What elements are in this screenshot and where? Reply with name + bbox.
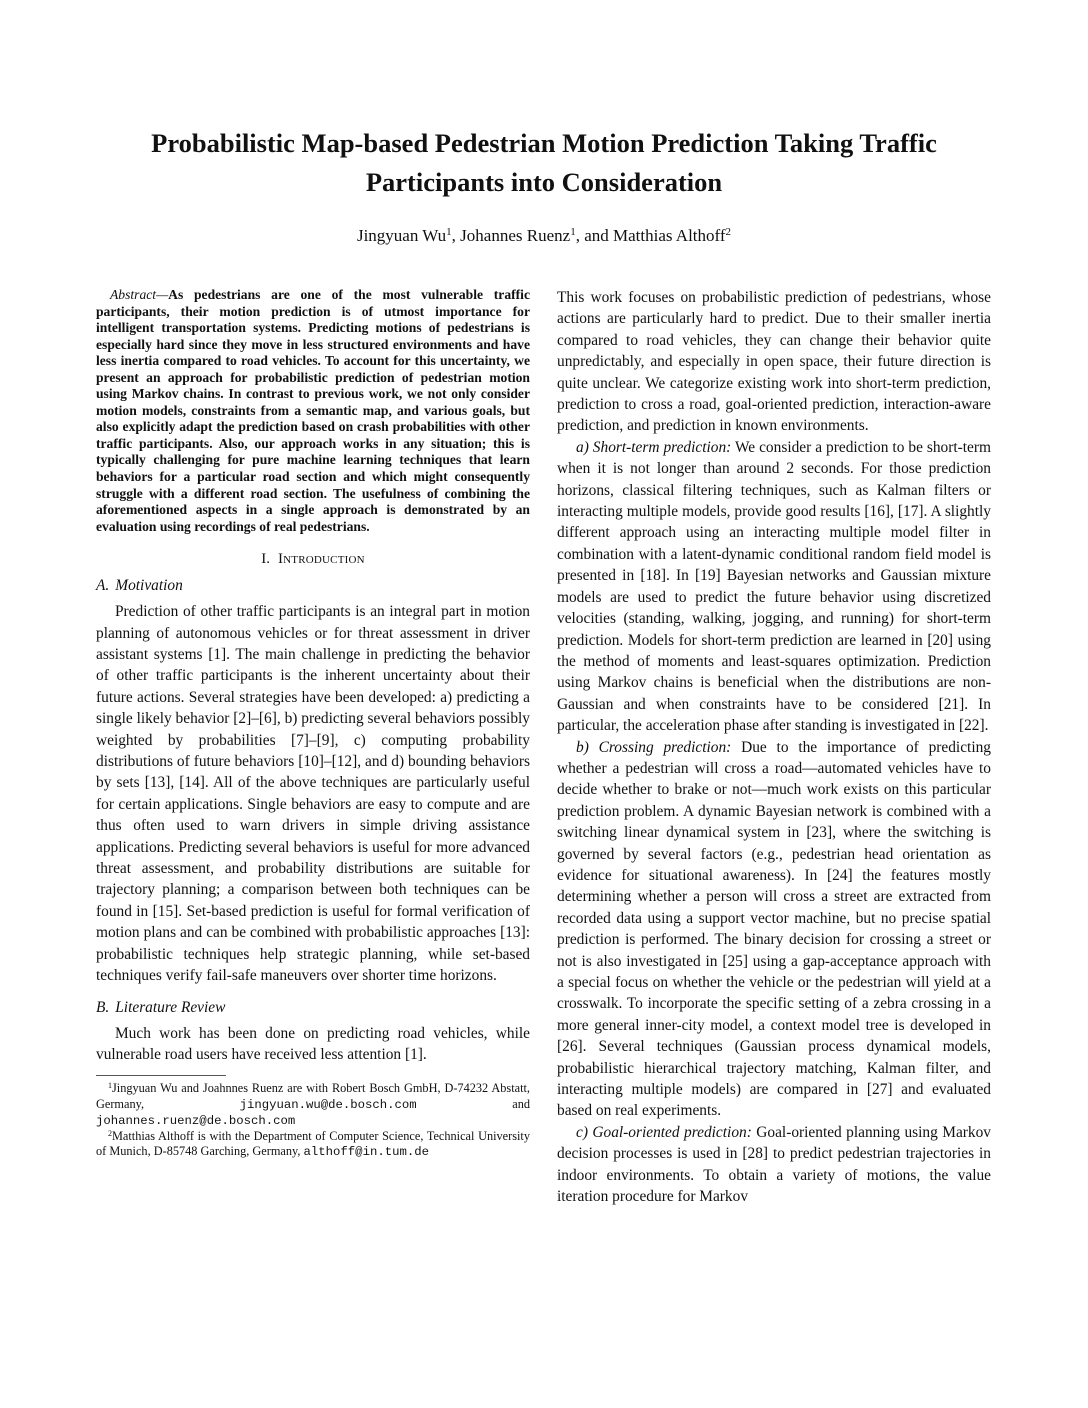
paper-title: Probabilistic Map-based Pedestrian Motion Prediction Taking Traffic Participants into Consideration [151, 128, 937, 197]
abstract-dash: — [156, 287, 169, 302]
footnote-1 [96, 1081, 530, 1129]
section-heading-introduction [96, 549, 530, 570]
email-address: jingyuan.wu@de.bosch.com [239, 1097, 417, 1112]
subsection-title: Motivation [115, 577, 183, 595]
right-column [557, 287, 991, 1207]
author-list [90, 224, 998, 248]
paragraph-text: Goal-oriented planning using Markov decision processes is used in [28] to predict pedestrian trajectories in indoor environments. To obtain a variety of motions, the value iteration procedure for Markov [557, 1123, 991, 1206]
author-separator: , [451, 226, 461, 245]
subsection-letter: A. [96, 577, 110, 595]
section-title: Introduction [277, 551, 365, 568]
author-name: Johannes Ruenz [460, 226, 571, 245]
paragraph-text: Due to the importance of predicting whether a pedestrian will cross a road—automated vehicles have to decide whether to brake or not—much work exists on this particular prediction problem. A dynamic Bayesian network is combined with a switching linear dynamical system in [23], where the switching is governed by several factors (e.g., pedestrian head orientation as evidence for situational awareness). In [24] the features mostly determining whether a person will cross a street are extracted from recorded data using a support vector machine, but no precise spatial prediction is performed. The binary decision for crossing a street or not is also investigated in [25] using a gap-acceptance approach with a special focus on whether the vehicle or the pedestrian will yield at a crosswalk. To incorporate the specific setting of a zebra crossing in a more general inner-city model, a context model tree is developed in [26]. Several techniques (Gaussian process dynamical models, probabilistic hierarchical trajectory matching, Kalman filter, and interacting multiple models) are compared in [27] and evaluated based on real experiments. [557, 738, 991, 1120]
affiliation-marker: 1 [570, 226, 576, 238]
literature-review-paragraph-continued: This work focuses on probabilistic prediction of pedestrians, whose actions are particularly hard to predict. Due to their smaller inertia compared to road vehicles, they can change their behavior quite unpredictably, and especially in open space, their future direction is quite unclear. We categorize existing work into short-term prediction, prediction to cross a road, goal-oriented prediction, interaction-aware prediction, and prediction in known environments. [557, 289, 991, 435]
goal-oriented-prediction-paragraph [557, 1122, 991, 1208]
author-name: Jingyuan Wu [356, 226, 447, 245]
email-address: johannes.ruenz@de.bosch.com [96, 1113, 296, 1128]
motivation-paragraph: Prediction of other traffic participants is an integral part in motion planning of autonomous vehicles or for threat assessment in driver assistant systems [1]. The main challenge in predicting the behavior of other traffic participants is the inherent uncertainty about their future actions. Several strategies have been developed: a) predicting a single likely behavior [2]–[6], b) predicting several behaviors possibly weighted by probabilities [7]–[9], c) computing probability distributions of future behaviors [10]–[12], and d) bounding behaviors by sets [13], [14]. All of the above techniques are particularly useful for certain applications. Single behaviors are easy to compute and are thus often used to warn drivers in simple driving assistance applications. Predicting several behaviors is useful for more advanced threat assessment, and probability distributions are suitable for trajectory planning; a comparison between both techniques can be found in [15]. Set-based prediction is useful for formal verification of motion plans and can be combined with probabilistic approaches [13]: probabilistic techniques help strategic planning, while set-based techniques verify fail-safe maneuvers over shorter time horizons. [96, 603, 530, 985]
paragraph-text: We consider a prediction to be short-term when it is not longer than around 2 seconds. For those prediction horizons, classical filtering techniques, such as Kalman filters or interacting multiple models, provide good results [16], [17]. A slightly different approach using an interacting multiple model filter in combination with a latent-dynamic conditional random field model is presented in [18]. In [19] Bayesian networks and Gaussian mixture models are used to predict the future behavior using discretized velocities (standing, walking, jogging, and running) for short-term prediction. Models for short-term prediction are learned in [20] using the method of moments and least-squares optimization. Prediction using Markov chains is beneficial when the distributions are non-Gaussian and when constraints have to be considered [21]. In particular, the acceleration phase after standing is investigated in [22]. [557, 438, 991, 735]
footnote-divider [96, 1075, 226, 1076]
abstract-text: As pedestrians are one of the most vulnerable traffic participants, their motion prediction is of utmost importance for intelligent transportation systems. Predicting motions of pedestrians is especially hard since they move in less structured environments and have less inertia compared to road vehicles. To account for this uncertainty, we present an approach for probabilistic prediction of pedestrian motion using Markov chains. In contrast to previous work, we not only consider motion models, constraints from a semantic map, and various goals, but also explicitly adapt the prediction based on crash probabilities with other traffic participants. Also, our approach works in any situation; this is typically challenging for pure machine learning techniques that learn behaviors for a particular road section and which might consequently struggle with a different road section. The usefulness of combining the aforementioned aspects in a single approach is demonstrated by an evaluation using recordings of real pedestrians. [96, 287, 530, 534]
footnote-text: Matthias Althoff is with the Department of Computer Science, Technical University of Munich, D-85748 Garching, Germany, [96, 1128, 530, 1159]
footnote-2 [96, 1129, 530, 1160]
author-name: Matthias Althoff [612, 226, 726, 245]
subsection-title: Literature Review [115, 998, 226, 1016]
abstract-label: Abstract [110, 287, 157, 302]
paragraph-title: b) Crossing prediction: [576, 738, 732, 756]
footnote-text: Jingyuan Wu and Joahnnes Ruenz are with Robert Bosch GmbH, D-74232 Abstatt, Germany, [96, 1081, 530, 1111]
abstract [96, 287, 530, 535]
literature-review-paragraph-start: Much work has been done on predicting road vehicles, while vulnerable road users have received less attention [1]. [96, 1024, 530, 1063]
subsection-letter: B. [96, 998, 110, 1016]
affiliation-marker: 1 [446, 226, 452, 238]
email-address: althoff@in.tum.de [303, 1145, 429, 1160]
subsection-heading-motivation [96, 575, 530, 596]
short-term-prediction-paragraph [557, 437, 991, 737]
affiliation-marker: 2 [725, 226, 732, 238]
paragraph-title: c) Goal-oriented prediction: [576, 1123, 752, 1141]
subsection-heading-literature-review [96, 997, 530, 1018]
section-number: I. [261, 551, 270, 568]
left-column [96, 287, 530, 1160]
footnote-marker: 1 [108, 1081, 112, 1091]
paragraph-title: a) Short-term prediction: [576, 438, 732, 456]
author-separator: , and [575, 226, 613, 245]
crossing-prediction-paragraph [557, 737, 991, 1122]
footnote-and: and [416, 1096, 530, 1111]
footnote-marker: 2 [108, 1128, 112, 1138]
